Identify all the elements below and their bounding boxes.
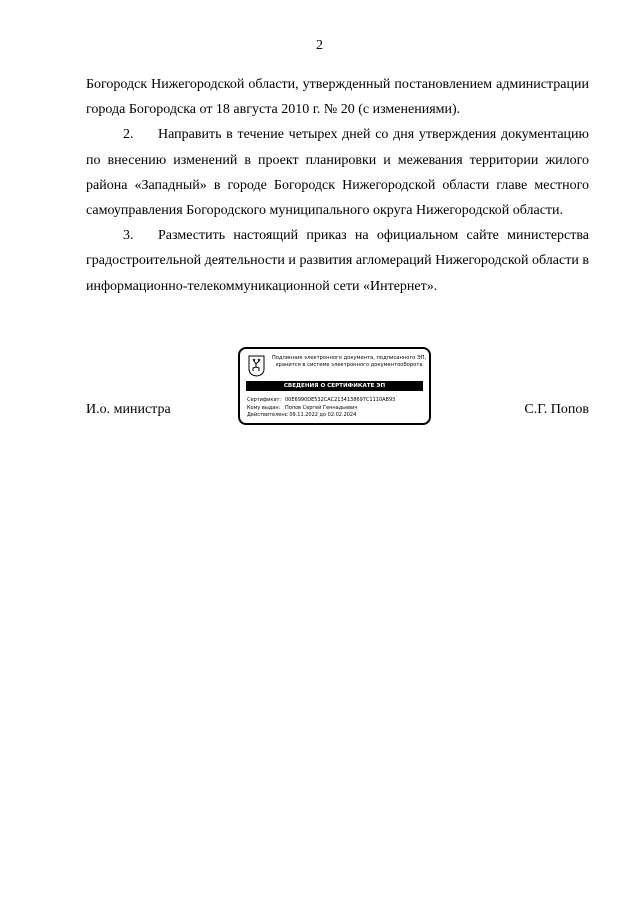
- stamp-header: СВЕДЕНИЯ О СЕРТИФИКАТЕ ЭП: [246, 381, 423, 391]
- document-body: [86, 72, 589, 299]
- certificate-label: Сертификат:: [247, 397, 282, 403]
- signer-title: И.о. министра: [86, 402, 171, 417]
- valid-row: [247, 412, 395, 420]
- paragraph-3: [86, 223, 589, 299]
- signer-name: С.Г. Попов: [524, 402, 589, 417]
- certificate-row: [247, 397, 395, 405]
- signature-block: [86, 347, 589, 427]
- certificate-details: [247, 397, 395, 420]
- paragraph-3-number: 3.: [123, 228, 134, 244]
- paragraph-3-text: Разместить настоящий приказ на официальном сайте министерства градостроительной деятельности и развития агломераций Нижегородской области в информационно-телекоммуникационной сети «Интернет».: [86, 228, 589, 294]
- electronic-signature-stamp: [238, 347, 431, 425]
- valid-label: Действителен:: [247, 412, 287, 419]
- paragraph-2-number: 2.: [123, 127, 134, 143]
- paragraph-2-text: Направить в течение четырех дней со дня утверждения документацию по внесению изменений в проект планировки и межевания территории жилого района «Западный» в городе Богородск Нижегородской области главе местного самоуправления Богородского муниципального округа Нижегородской области.: [86, 127, 589, 219]
- paragraph-continuation: Богородск Нижегородской области, утвержденный постановлением администрации города Богородска от 18 августа 2010 г. № 20 (с изменениями).: [86, 77, 589, 118]
- valid-value: с 09.11.2022 до 02.02.2024: [285, 412, 357, 419]
- deer-emblem-icon: [248, 355, 265, 377]
- certificate-value: 00E6990DE532CAC2134138697C1110AB93: [285, 397, 396, 403]
- stamp-note: Подлинник электронного документа, подписанного ЭП, хранится в системе электронного документооборота: [271, 355, 427, 368]
- issued-to-value: Попов Сергей Геннадьевич: [285, 404, 358, 411]
- issued-to-label: Кому выдан:: [247, 404, 281, 411]
- paragraph-2: [86, 122, 589, 223]
- page-number: 2: [316, 38, 323, 53]
